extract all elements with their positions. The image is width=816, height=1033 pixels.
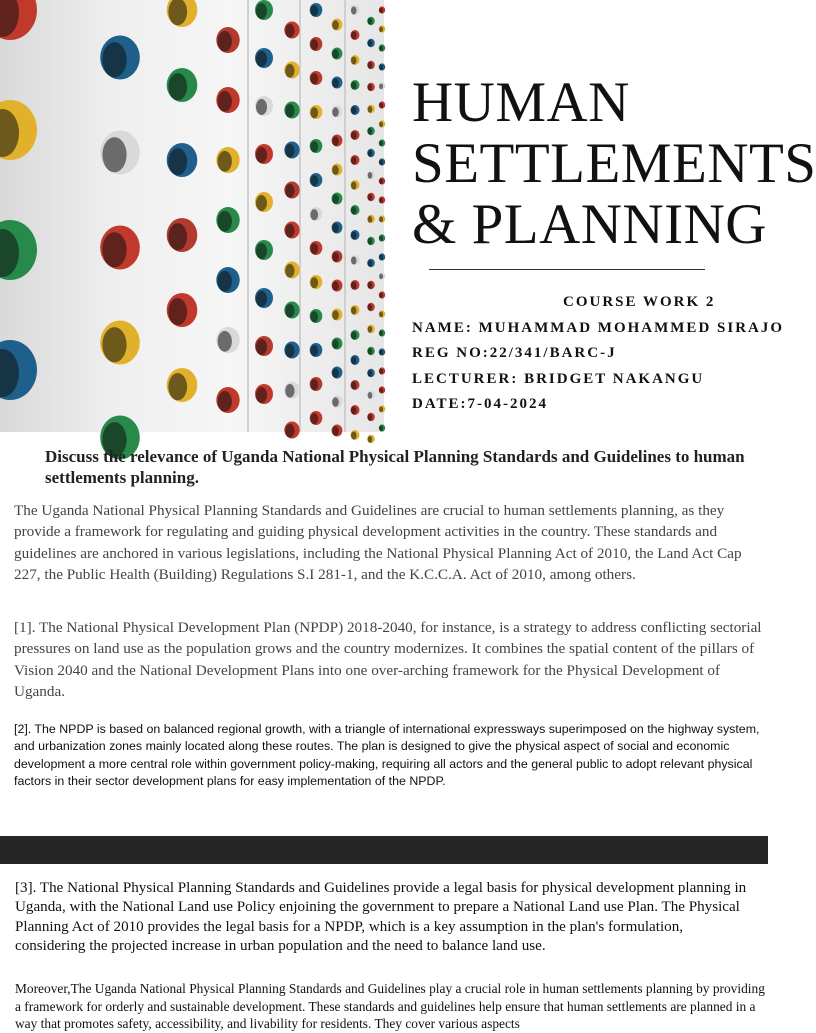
wall-hole — [332, 280, 343, 292]
wall-hole — [367, 83, 375, 91]
wall-hole — [351, 280, 360, 290]
wall-hole — [255, 96, 273, 116]
wall-hole — [379, 424, 385, 431]
wall-hole — [379, 120, 385, 127]
wall-hole — [351, 430, 360, 440]
wall-hole — [367, 369, 375, 377]
wall-hole — [284, 262, 299, 279]
wall-hole — [367, 347, 375, 355]
wall-hole — [216, 207, 239, 233]
wall-hole — [367, 193, 375, 201]
wall-hole — [351, 80, 360, 90]
submission-date: DATE:7-04-2024 — [412, 396, 549, 412]
wall-hole — [216, 267, 239, 293]
wall-hole — [332, 164, 343, 176]
wall-hole — [351, 105, 360, 115]
wall-hole — [310, 3, 323, 17]
wall-hole — [284, 102, 299, 119]
wall-hole — [367, 391, 375, 399]
wall-hole — [0, 0, 37, 40]
wall-hole — [379, 196, 385, 203]
wall-hole — [310, 343, 323, 357]
wall-hole — [0, 220, 37, 280]
wall-hole — [255, 192, 273, 212]
wall-hole — [379, 272, 385, 279]
wall-hole — [351, 130, 360, 140]
body-paragraph: [1]. The National Physical Development Plan (NPDP) 2018-2040, for instance, is a strategy to address conflicting sectorial pressures on land use as the population grows and the country modernizes. It combines the spatial content of the pillars of Vision 2040 and the National Development Plans into one over-arching framework for the Physical Development of Uganda. — [14, 619, 762, 700]
wall-hole — [379, 44, 385, 51]
wall-hole — [379, 386, 385, 393]
wall-hole — [332, 222, 343, 234]
wall-hole — [367, 281, 375, 289]
question-heading: Discuss the relevance of Uganda National Physical Planning Standards and Guidelines to human settlements planning. — [45, 447, 745, 487]
wall-hole — [310, 377, 323, 391]
wall-hole — [332, 19, 343, 31]
wall-hole — [100, 131, 140, 175]
wall-hole — [351, 205, 360, 215]
lecturer-name: LECTURER: BRIDGET NAKANGU — [412, 370, 705, 387]
wall-hole — [310, 105, 323, 119]
wall-hole — [332, 193, 343, 205]
wall-hole — [351, 330, 360, 340]
wall-hole — [216, 147, 239, 173]
wall-hole — [351, 5, 360, 15]
wall-hole — [367, 105, 375, 113]
title-line: & PLANNING — [412, 193, 767, 256]
wall-hole — [310, 71, 323, 85]
wall-hole — [367, 303, 375, 311]
wall-hole — [379, 63, 385, 70]
title-divider — [429, 269, 705, 270]
wall-hole — [379, 177, 385, 184]
wall-hole — [284, 142, 299, 159]
wall-hole — [0, 340, 37, 400]
wall-hole — [216, 87, 239, 113]
wall-hole — [167, 0, 198, 27]
wall-hole — [284, 222, 299, 239]
wall-hole — [379, 310, 385, 317]
wall-hole — [379, 6, 385, 13]
wall-hole — [284, 382, 299, 399]
wall-hole — [332, 425, 343, 437]
wall-hole — [332, 251, 343, 263]
wall-hole — [310, 207, 323, 221]
wall-hole — [367, 127, 375, 135]
wall-hole — [379, 405, 385, 412]
wall-hole — [310, 411, 323, 425]
wall-hole — [351, 380, 360, 390]
wall-hole — [379, 139, 385, 146]
wall-hole — [351, 55, 360, 65]
cover-photo-perforated-wall — [0, 0, 384, 432]
wall-hole — [332, 106, 343, 118]
wall-hole — [255, 240, 273, 260]
wall-hole — [367, 61, 375, 69]
wall-hole — [255, 144, 273, 164]
wall-hole — [367, 17, 375, 25]
wall-hole — [332, 338, 343, 350]
wall-hole — [332, 77, 343, 89]
wall-hole — [167, 143, 198, 177]
wall-hole — [284, 62, 299, 79]
wall-hole — [255, 48, 273, 68]
wall-hole — [379, 101, 385, 108]
wall-hole — [332, 135, 343, 147]
wall-hole — [167, 368, 198, 402]
wall-hole — [351, 180, 360, 190]
wall-hole — [367, 435, 375, 443]
registration-number: REG NO:22/341/BARC-J — [412, 345, 617, 361]
wall-hole — [367, 413, 375, 421]
wall-hole — [332, 48, 343, 60]
second-page — [0, 864, 768, 1031]
wall-hole — [379, 291, 385, 298]
wall-hole — [167, 293, 198, 327]
wall-hole — [379, 329, 385, 336]
wall-hole — [351, 230, 360, 240]
wall-hole — [167, 68, 198, 102]
wall-hole — [367, 215, 375, 223]
wall-hole — [367, 149, 375, 157]
wall-hole — [100, 321, 140, 365]
wall-hole — [284, 422, 299, 439]
page-break-divider — [0, 836, 768, 864]
wall-hole — [100, 226, 140, 270]
colored-dots-graphic — [0, 0, 384, 432]
wall-hole — [332, 367, 343, 379]
wall-hole — [379, 25, 385, 32]
wall-hole — [255, 288, 273, 308]
wall-hole — [284, 22, 299, 39]
wall-hole — [379, 348, 385, 355]
wall-hole — [367, 259, 375, 267]
wall-hole — [310, 309, 323, 323]
wall-hole — [255, 336, 273, 356]
wall-hole — [0, 100, 37, 160]
body-paragraph: The Uganda National Physical Planning Standards and Guidelines are crucial to human settlements planning, as they provide a framework for regulating and guiding physical development activities in the country. These standards and guidelines are anchored in various legislations, including the National Physical Planning Act of 2010, the Land Act Cap 227, the Public Health (Building) Regulations S.I 281-1, and the K.C.C.A. Act of 2010, among others. — [14, 502, 742, 583]
wall-hole — [216, 27, 239, 53]
cover-details — [412, 290, 812, 418]
wall-hole — [351, 30, 360, 40]
wall-hole — [351, 155, 360, 165]
wall-hole — [310, 139, 323, 153]
body-paragraph: [2]. The NPDP is based on balanced regional growth, with a triangle of international expressways superimposed on the highway system, and urbanization zones mainly located along these routes. The plan is designed to give the physical aspect of social and economic development a more central role within government policy-making, requiring all actors and the general public to adopt relevant physical factors in their sector development plans for easy implementation of the NPDP. — [14, 722, 760, 789]
wall-hole — [379, 367, 385, 374]
body-paragraph: Moreover,The Uganda National Physical Planning Standards and Guidelines play a crucial role in human settlements planning by providing a framework for orderly and sustainable development. These standards and guidelines help ensure that human settlements are planned in a way that promotes safety, accessibility, and livability for residents. They cover various aspects — [15, 981, 765, 1031]
wall-hole — [367, 325, 375, 333]
course-work-label: COURSE WORK 2 — [563, 294, 716, 310]
wall-hole — [379, 215, 385, 222]
wall-hole — [310, 241, 323, 255]
wall-hole — [332, 396, 343, 408]
wall-hole — [367, 237, 375, 245]
wall-hole — [310, 275, 323, 289]
wall-hole — [367, 39, 375, 47]
wall-hole — [255, 0, 273, 20]
title-line: HUMAN — [412, 71, 630, 134]
wall-hole — [255, 384, 273, 404]
wall-hole — [351, 255, 360, 265]
wall-hole — [284, 182, 299, 199]
wall-hole — [167, 218, 198, 252]
wall-hole — [379, 82, 385, 89]
wall-hole — [284, 342, 299, 359]
title-line: SETTLEMENTS — [412, 132, 816, 195]
document-title — [412, 72, 816, 255]
wall-hole — [310, 173, 323, 187]
wall-hole — [332, 309, 343, 321]
wall-hole — [284, 302, 299, 319]
wall-hole — [379, 234, 385, 241]
wall-hole — [351, 305, 360, 315]
wall-hole — [216, 387, 239, 413]
wall-hole — [379, 253, 385, 260]
wall-hole — [100, 36, 140, 80]
student-name: NAME: MUHAMMAD MOHAMMED SIRAJO — [412, 319, 785, 336]
wall-hole — [379, 158, 385, 165]
wall-hole — [351, 405, 360, 415]
wall-hole — [310, 37, 323, 51]
wall-hole — [216, 327, 239, 353]
wall-hole — [351, 355, 360, 365]
wall-hole — [367, 171, 375, 179]
body-paragraph: [3]. The National Physical Planning Standards and Guidelines provide a legal basis for physical development planning in Uganda, with the National Land use Policy enjoining the government to prepare a National Land use Plan. The Physical Planning Act of 2010 provides the legal basis for a NPDP, which is a key assumption in the plan's formulation, considering the projected increase in urban population and the need to balance land use. — [15, 880, 747, 954]
